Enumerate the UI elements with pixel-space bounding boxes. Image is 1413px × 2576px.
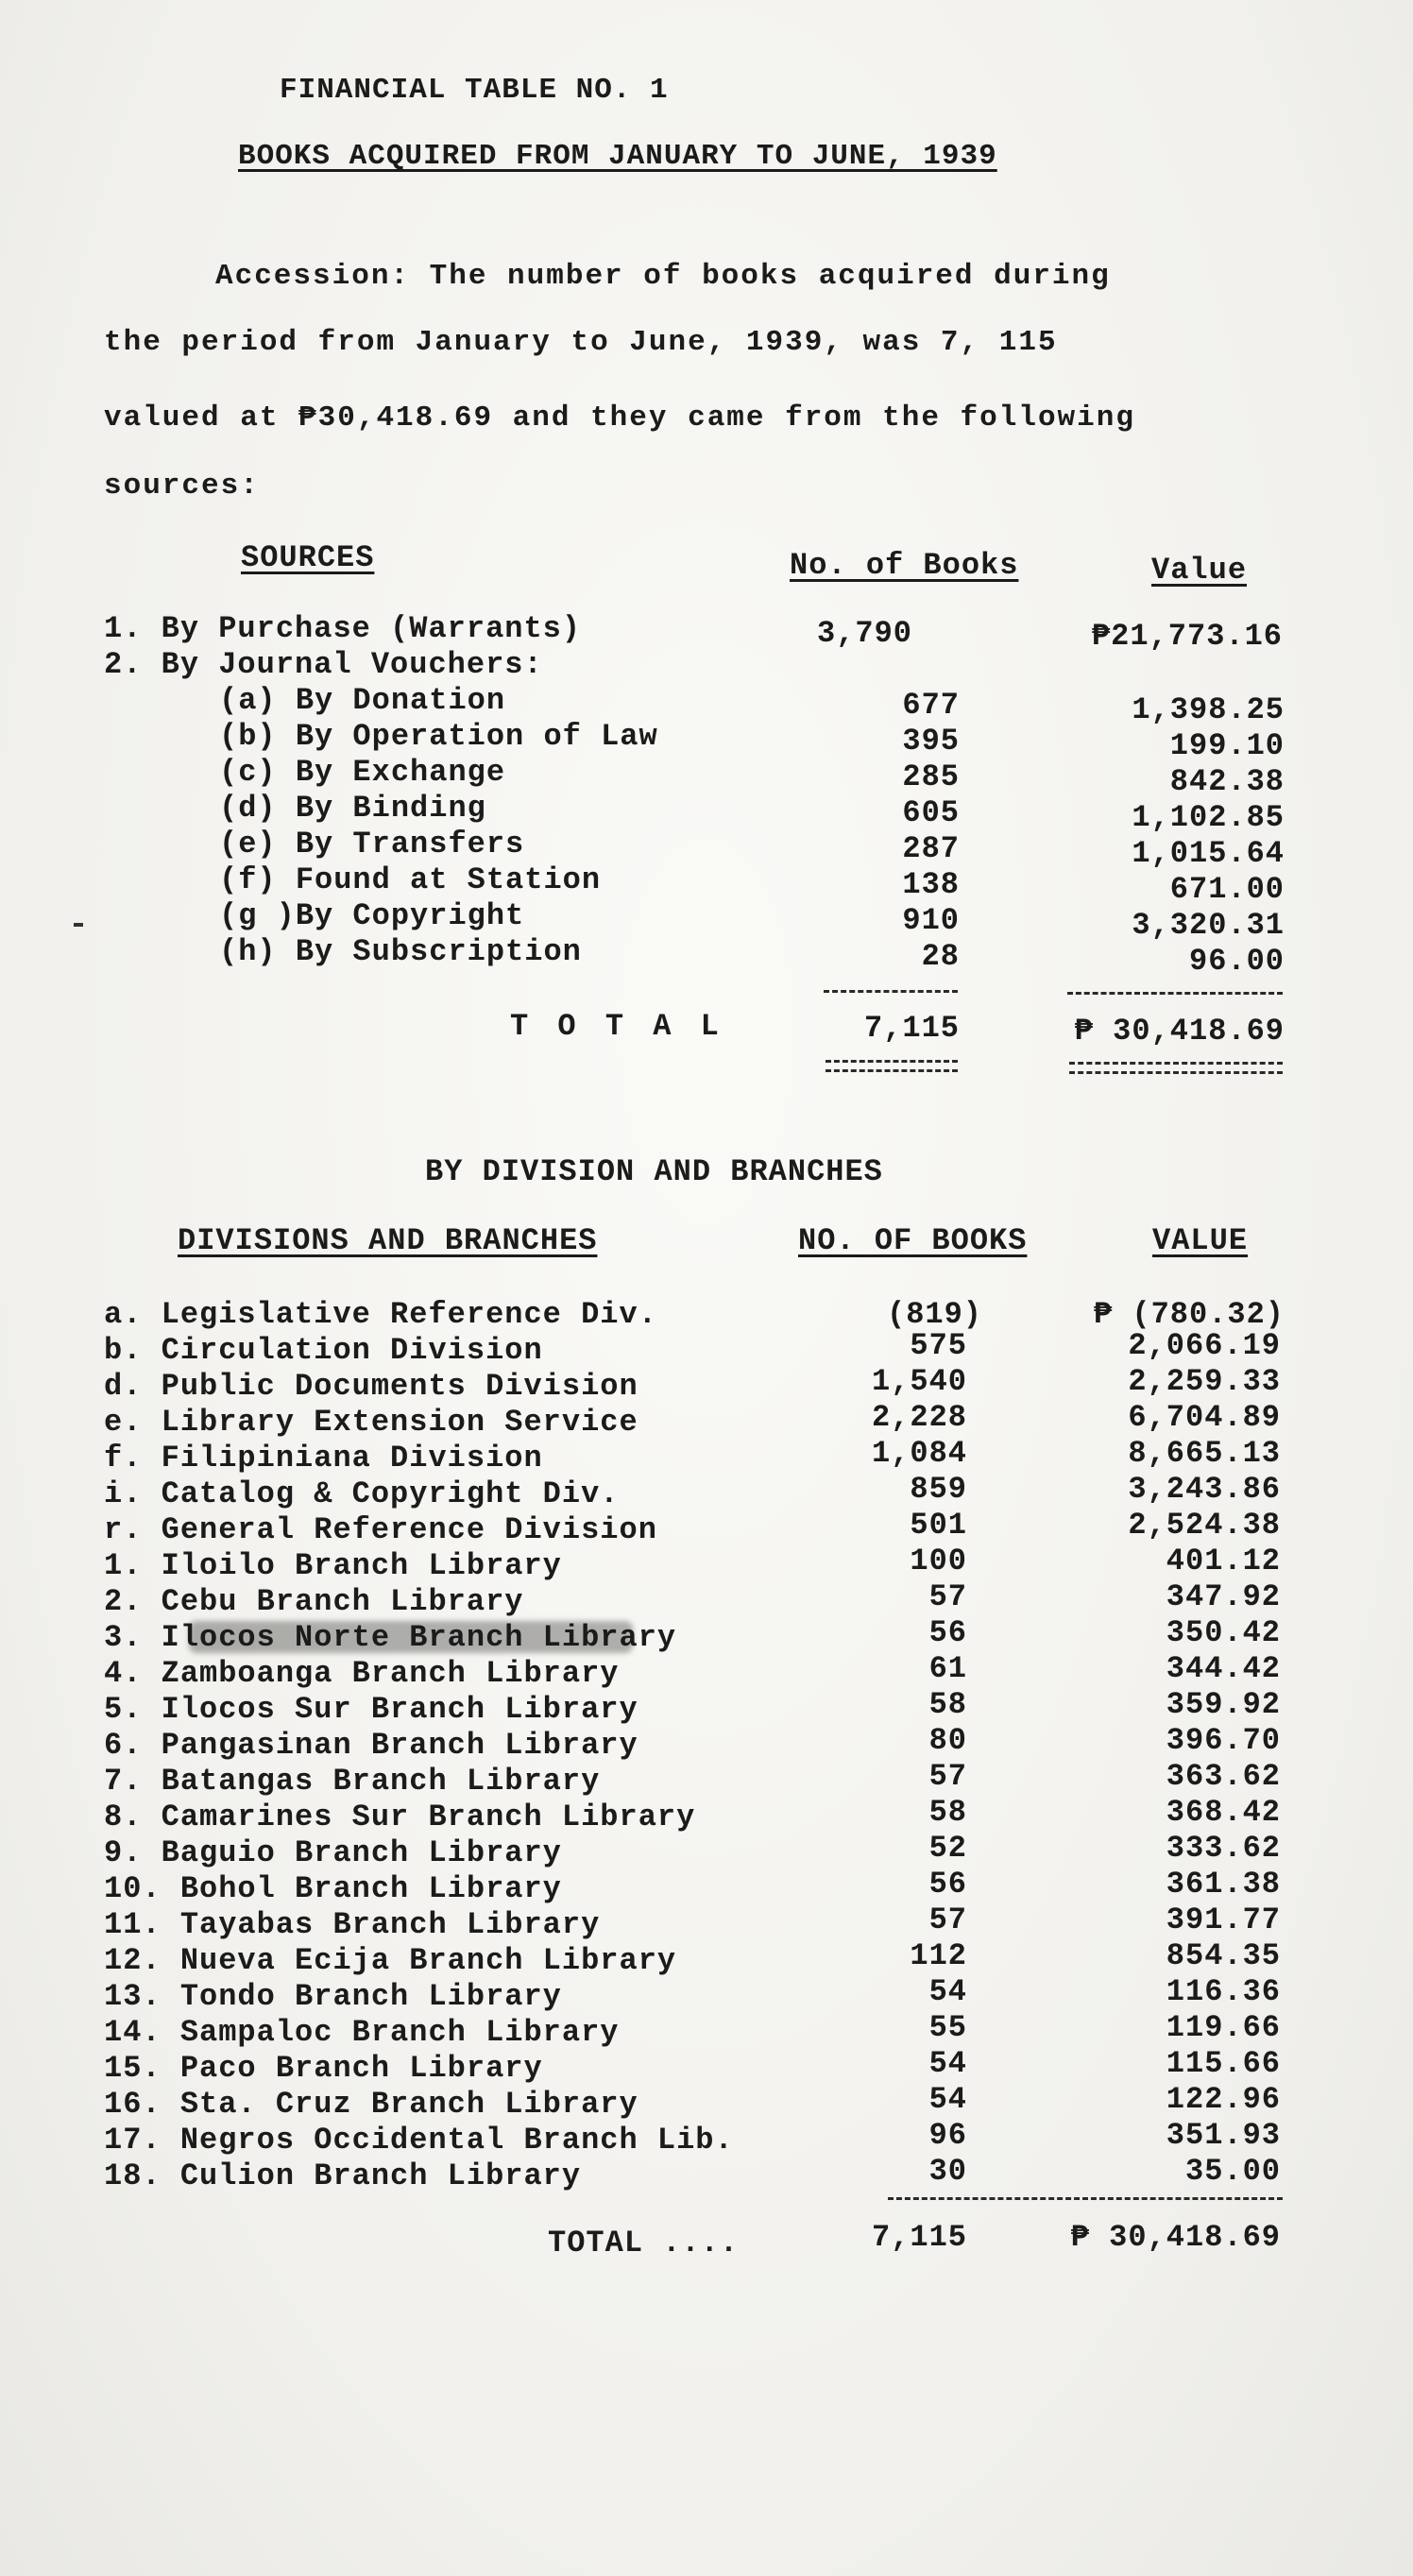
division-total-label: TOTAL .... [548,2226,740,2260]
intro-line-3: valued at ₱30,418.69 and they came from the following [104,401,1135,435]
source-books: 395 [902,724,960,759]
division-value: 115.66 [1166,2046,1281,2081]
division-label: f. Filipiniana Division [104,1441,543,1476]
source-label: 2. By Journal Vouchers: [104,647,543,682]
division-books: 30 [928,2154,967,2189]
division-label: 6. Pangasinan Branch Library [104,1728,638,1763]
division-total-value: ₱ 30,418.69 [1070,2220,1281,2255]
source-value: 1,015.64 [1132,836,1285,871]
sources-total-books: 7,115 [863,1011,960,1046]
source-books: 287 [902,831,960,866]
division-books: 1,084 [871,1436,967,1471]
division-books: 54 [928,2082,967,2117]
sources-total-label: T O T A L [510,1009,724,1044]
division-value: 2,524.38 [1128,1508,1281,1543]
intro-line-4: sources: [104,469,260,503]
total-double-rule [826,1060,958,1072]
division-books: 56 [928,1867,967,1902]
division-books: 80 [928,1723,967,1758]
division-section-title: BY DIVISION AND BRANCHES [425,1154,883,1189]
table-number: FINANCIAL TABLE NO. 1 [280,74,669,107]
subtotal-rule [824,990,958,993]
margin-mark [74,923,83,927]
division-label: e. Library Extension Service [104,1405,638,1440]
books-header: No. of Books [790,548,1019,583]
division-label: i. Catalog & Copyright Div. [104,1476,620,1511]
source-label: (c) By Exchange [219,755,506,790]
division-value: ₱ (780.32) [1093,1297,1285,1332]
source-value: ₱21,773.16 [1091,619,1283,654]
division-books: 56 [928,1615,967,1650]
division-books: 61 [928,1651,967,1686]
division-value: 6,704.89 [1128,1400,1281,1435]
source-label: (a) By Donation [219,683,506,718]
page-title: BOOKS ACQUIRED FROM JANUARY TO JUNE, 1939 [238,140,997,173]
division-label: 1. Iloilo Branch Library [104,1548,562,1583]
division-value: 368.42 [1166,1795,1281,1830]
division-label: 16. Sta. Cruz Branch Library [104,2087,638,2122]
division-label: d. Public Documents Division [104,1369,638,1404]
division-books: 54 [928,2046,967,2081]
division-label: 7. Batangas Branch Library [104,1764,601,1799]
source-value: 1,398.25 [1132,692,1285,727]
division-label: 15. Paco Branch Library [104,2051,543,2086]
division-books: 57 [928,1759,967,1794]
division-books: 54 [928,1974,967,2009]
source-label: 1. By Purchase (Warrants) [104,611,582,646]
division-value: 122.96 [1166,2082,1281,2117]
division-value: 854.35 [1166,1938,1281,1973]
source-value: 1,102.85 [1132,800,1285,835]
source-label: (h) By Subscription [219,934,582,969]
source-label: (g )By Copyright [219,898,525,933]
division-value: 8,665.13 [1128,1436,1281,1471]
source-books: 910 [902,903,960,938]
division-value: 351.93 [1166,2118,1281,2153]
division-value: 2,259.33 [1128,1364,1281,1399]
source-books: 138 [902,867,960,902]
division-label: 14. Sampaloc Branch Library [104,2015,620,2050]
division-label: 13. Tondo Branch Library [104,1979,562,2014]
division-label: 18. Culion Branch Library [104,2158,582,2193]
division-books: 58 [928,1795,967,1830]
source-books: 677 [902,688,960,723]
division-books: 55 [928,2010,967,2045]
division-books: 2,228 [871,1400,967,1435]
value-header: Value [1151,553,1248,588]
division-value: 3,243.86 [1128,1472,1281,1507]
division-value: 361.38 [1166,1867,1281,1902]
division-value: 344.42 [1166,1651,1281,1686]
source-value: 96.00 [1188,944,1285,979]
division-total-books: 7,115 [871,2220,967,2255]
division-label: 4. Zamboanga Branch Library [104,1656,620,1691]
division-label: 12. Nueva Ecija Branch Library [104,1943,677,1978]
division-books: 57 [928,1902,967,1937]
source-label: (e) By Transfers [219,827,525,862]
division-books: 100 [910,1544,967,1578]
division-books: 52 [928,1831,967,1866]
division-label: 10. Bohol Branch Library [104,1871,562,1906]
division-value: 35.00 [1184,2154,1281,2189]
division-books: 57 [928,1579,967,1614]
division-value: 2,066.19 [1128,1328,1281,1363]
division-label: 9. Baguio Branch Library [104,1835,562,1870]
division-value: 363.62 [1166,1759,1281,1794]
division-label: 2. Cebu Branch Library [104,1584,524,1619]
division-books: 112 [910,1938,967,1973]
source-label: (f) Found at Station [219,862,602,897]
division-books: 859 [910,1472,967,1507]
division-value: 359.92 [1166,1687,1281,1722]
source-value: 199.10 [1169,728,1285,763]
sources-total-value: ₱ 30,418.69 [1074,1014,1285,1049]
subtotal-rule [1067,992,1283,995]
division-books: 575 [910,1328,967,1363]
division-books: (819) [886,1297,982,1332]
total-double-rule [1069,1062,1283,1074]
division-value: 396.70 [1166,1723,1281,1758]
source-label: (b) By Operation of Law [219,719,658,754]
division-value: 350.42 [1166,1615,1281,1650]
division-label: r. General Reference Division [104,1512,657,1547]
division-header: DIVISIONS AND BRANCHES [178,1223,598,1258]
division-books: 96 [928,2118,967,2153]
division-label: 8. Camarines Sur Branch Library [104,1800,696,1834]
division-label: 5. Ilocos Sur Branch Library [104,1692,638,1727]
source-books: 285 [902,759,960,794]
source-label: (d) By Binding [219,791,486,826]
source-value: 842.38 [1169,764,1285,799]
division-label: 11. Tayabas Branch Library [104,1907,601,1942]
source-value: 671.00 [1169,872,1285,907]
intro-line-2: the period from January to June, 1939, was 7, 115 [104,326,1058,359]
division-value: 119.66 [1166,2010,1281,2045]
division-label: 3. Ilocos Norte Branch Library [104,1620,677,1655]
division-label: b. Circulation Division [104,1333,543,1368]
source-books: 3,790 [816,616,912,651]
division-value: 391.77 [1166,1902,1281,1937]
division-value: 116.36 [1166,1974,1281,2009]
division-value-header: VALUE [1152,1223,1249,1258]
division-books-header: NO. OF BOOKS [798,1223,1028,1258]
division-label: 17. Negros Occidental Branch Lib. [104,2123,734,2158]
source-books: 28 [921,939,960,974]
division-books: 501 [910,1508,967,1543]
division-value: 401.12 [1166,1544,1281,1578]
source-value: 3,320.31 [1132,908,1285,943]
division-value: 347.92 [1166,1579,1281,1614]
division-label: a. Legislative Reference Div. [104,1297,657,1332]
intro-line-1: Accession: The number of books acquired during [215,260,1111,293]
total-rule [888,2197,1283,2200]
division-books: 1,540 [871,1364,967,1399]
source-books: 605 [902,795,960,830]
division-books: 58 [928,1687,967,1722]
sources-header: SOURCES [241,540,375,575]
division-value: 333.62 [1166,1831,1281,1866]
